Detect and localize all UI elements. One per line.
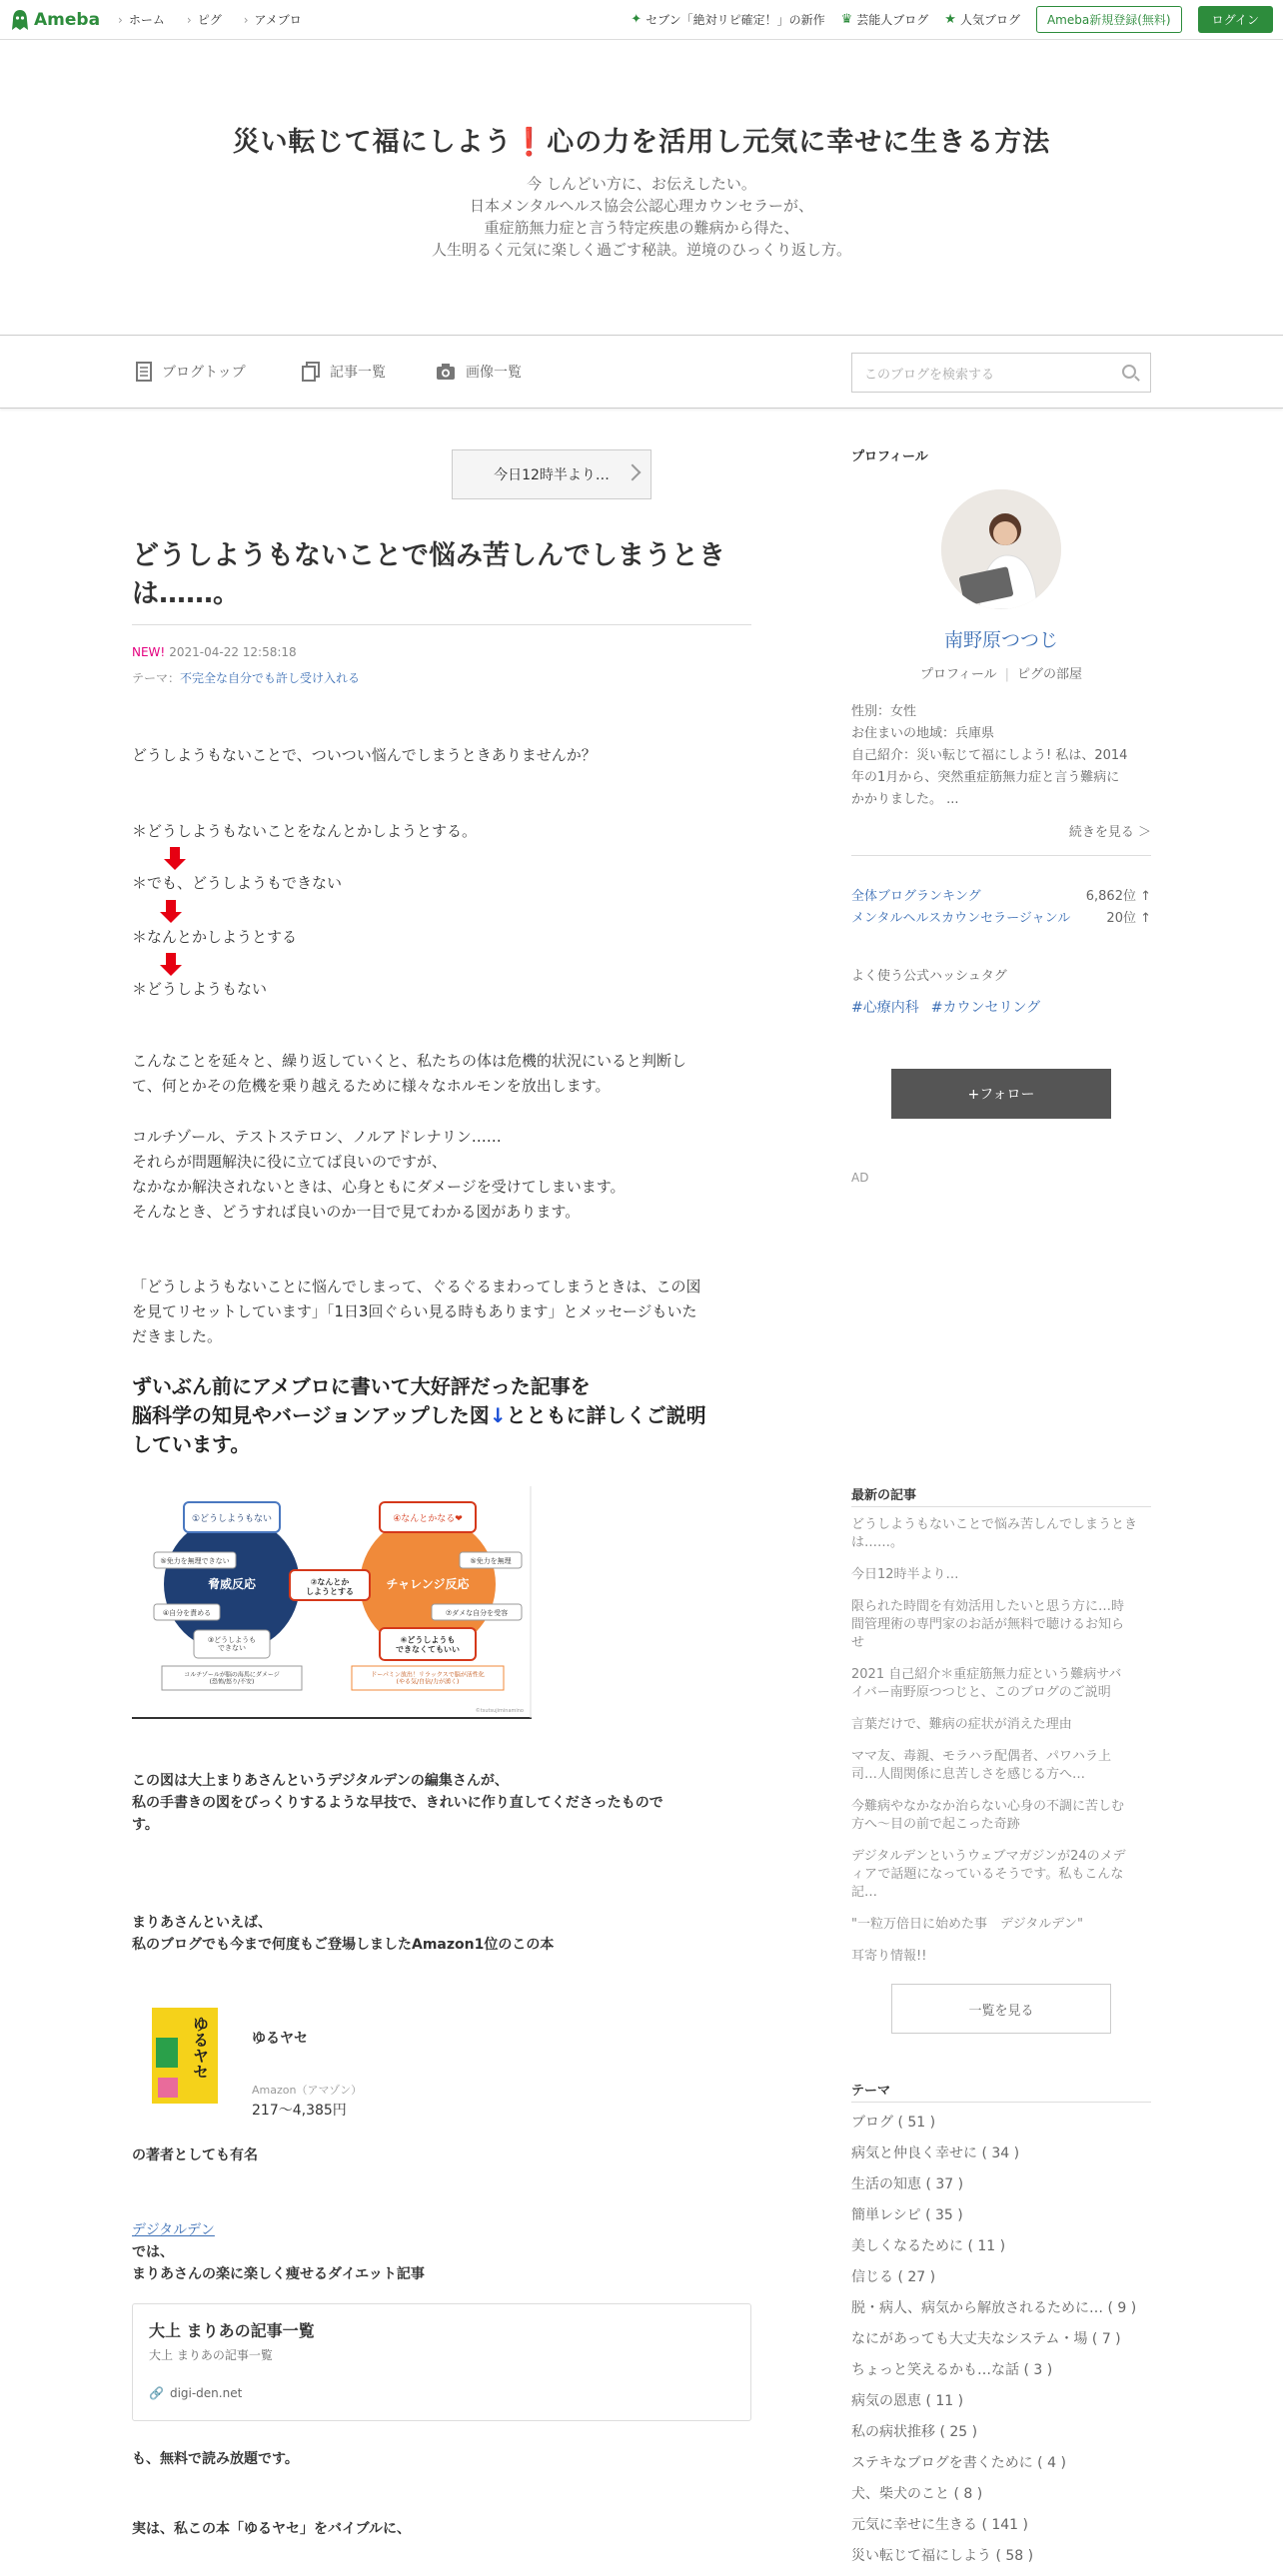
top-bar: [0, 0, 1283, 40]
tab-label: 記事一覧: [330, 365, 386, 381]
recent-article-link[interactable]: 言葉だけで、難病の症状が消えた理由: [851, 1717, 1072, 1732]
step-text: ＊でも、どうしようもできない: [132, 874, 343, 892]
profile-link[interactable]: プロフィール: [919, 667, 997, 682]
profile-heading: プロフィール: [851, 449, 928, 464]
paragraph: の著者としても有名: [132, 2147, 258, 2163]
celebrity-blog-link[interactable]: [841, 11, 929, 28]
amazon-product-card[interactable]: [132, 1992, 751, 2122]
blue-down-arrow-icon: ↓: [489, 1403, 507, 1427]
recent-article-link[interactable]: "一粒万倍日に始めた事 デジタルデン": [851, 1917, 1083, 1932]
link-card-domain: digi-den.net: [169, 2386, 243, 2400]
ameba-logo[interactable]: [10, 8, 100, 32]
logo-text: Ameba: [34, 9, 101, 30]
paragraph: どうしようもないことで、ついつい悩んでしまうときありませんか？: [132, 746, 597, 764]
profile-gender: 性別：女性: [851, 704, 917, 719]
global-nav: [118, 11, 302, 28]
star-icon: ★: [944, 12, 956, 27]
blog-nav: [0, 337, 1283, 409]
diagram-label: ④自分を責める: [162, 1609, 212, 1617]
link-card-url: [149, 2386, 242, 2400]
paragraph-line: まりあさんといえば、: [132, 1915, 272, 1931]
ameba-logo-icon: [10, 8, 30, 32]
ranking-label[interactable]: 全体ブログランキング: [851, 889, 981, 904]
document-icon: [136, 362, 152, 382]
new-badge: NEW!: [132, 645, 166, 659]
camera-icon: [436, 363, 456, 381]
recent-article-link[interactable]: 2021 自己紹介＊重症筋無力症という難病サバ イバー南野原つつじと、このブログのご説明: [851, 1667, 1122, 1700]
paragraph: [132, 1770, 751, 1836]
paragraph-line: 私のブログでも今まで何度もご登場しましたAmazon1位のこの本: [132, 1937, 555, 1953]
step-text: ＊どうしようもないことをなんとかしようとする。: [132, 822, 478, 840]
view-all-button[interactable]: 一覧を見る: [891, 1984, 1111, 2034]
pigg-room-link[interactable]: ピグの部屋: [1017, 667, 1083, 682]
blog-description: [0, 173, 1283, 261]
link-card-title: 大上 まりあの記事一覧: [149, 2321, 315, 2340]
profile-intro-line: かかりました。 ...: [851, 792, 959, 807]
profile-info: [851, 701, 1151, 811]
diagram-label: ⑤免力を無理: [470, 1557, 512, 1565]
recent-articles-list: [851, 1516, 1151, 1980]
book-cover-title: ゆるヤセ: [190, 2016, 210, 2080]
theme-link[interactable]: ちょっと笑えるかも…な話 ( 3 ): [851, 2362, 1053, 2378]
theme-link[interactable]: 脱・病人、病気から解放されるために… ( 9 ): [851, 2300, 1137, 2316]
tab-image-list[interactable]: [436, 362, 522, 382]
paragraph-line: そんなとき、どうすれば良いのか一目で見てわかる図があります。: [132, 1203, 581, 1221]
recent-article-link[interactable]: 限られた時間を有効活用したいと思う方に…時 間管理術の専門家のお話が無料で聴けるお知ら せ: [851, 1599, 1125, 1650]
chevron-right-icon: [625, 464, 642, 481]
step-text: ＊どうしようもない: [132, 980, 268, 998]
heading-line: [132, 1401, 751, 1430]
article-title[interactable]: どうしようもないことで悩み苦しんでしまうときは……。: [132, 540, 725, 609]
ranking-value: 6,862位 ↑: [1085, 889, 1151, 904]
separator: |: [1004, 667, 1010, 682]
blog-desc-line: 今 しんどい方に、お伝えしたい。: [527, 175, 756, 193]
heading-line: ずいぶん前にアメブロに書いて大好評だった記事を: [132, 1374, 591, 1398]
next-article-label: 今日12時半より…: [494, 467, 610, 483]
link-card-subtitle: 大上 まりあの記事一覧: [149, 2348, 273, 2362]
crown-icon: ♛: [840, 12, 853, 27]
search-icon[interactable]: [1122, 365, 1136, 379]
heading-line: しています。: [132, 1432, 251, 1456]
divider: [851, 1506, 1151, 1507]
theme-link[interactable]: ブログ ( 51 ): [851, 2115, 936, 2131]
ranking-value: 20位 ↑: [1106, 911, 1151, 926]
profile-region: お住まいの地域：兵庫県: [851, 726, 995, 741]
diagram-label: チャレンジ反応: [386, 1577, 470, 1591]
paragraph: [132, 1125, 751, 1225]
recent-article-link[interactable]: デジタルデンというウェブマガジンが24のメデ ィアで話題になっているそうです。私もこんな 記…: [851, 1849, 1126, 1900]
paragraph-line: 私の手書きの図をびっくりするような早技で、きれいに作り直してくださったもので: [132, 1795, 663, 1811]
article-meta: [132, 645, 297, 659]
ranking-label[interactable]: メンタルヘルスカウンセラージャンル: [851, 911, 1071, 926]
diagram-label: ②なんとかしようとする: [306, 1577, 354, 1596]
profile-intro-line: 自己紹介：災い転じて福にしよう! 私は、2014: [851, 748, 1128, 763]
read-more-link[interactable]: 続きを見る ＞: [1068, 825, 1151, 840]
step-text: ＊なんとかしようとする: [132, 928, 298, 946]
paragraph: [132, 2219, 751, 2285]
promo-link[interactable]: [631, 11, 824, 28]
paragraph-line: それらが問題解決に役に立てば良いのですが、: [132, 1153, 448, 1171]
follow-button[interactable]: +フォロー: [891, 1069, 1111, 1119]
red-down-arrow-icon: [160, 953, 182, 977]
red-down-arrow-icon: [164, 847, 186, 871]
article-date: 2021-04-22 12:58:18: [169, 645, 297, 659]
diagram-label: 脅威反応: [207, 1577, 257, 1591]
sparkle-icon: ✦: [631, 12, 642, 27]
book-cover-art: [152, 2008, 218, 2104]
paragraph-line: なかなか解決されないときは、心身ともにダメージを受けてしまいます。: [132, 1178, 626, 1196]
diagram-label: ⑤免力を無理できない: [160, 1557, 230, 1565]
theme-link[interactable]: 簡単レシピ ( 35 ): [851, 2207, 963, 2223]
nav-home[interactable]: › ホーム: [118, 11, 165, 28]
link-icon: 🔗: [149, 2386, 164, 2400]
theme-link[interactable]: 病気と仲良く幸せに ( 34 ): [851, 2146, 1020, 2161]
theme-link[interactable]: 元気に幸せに生きる ( 141 ): [851, 2517, 1028, 2533]
paragraph-line: だきました。: [132, 1327, 223, 1345]
avatar-image: [941, 489, 1061, 609]
tab-label: ブログトップ: [162, 365, 246, 381]
section-heading: [132, 1372, 751, 1459]
diagram-label: ドーパミン放出！リラックスで脳が活性化(やる気/自信/力が湧く): [371, 1671, 485, 1686]
paragraph-line: では、: [132, 2244, 174, 2260]
tab-article-list[interactable]: [302, 362, 386, 382]
recent-article-link[interactable]: 今日12時半より…: [851, 1567, 959, 1582]
popular-blog-link[interactable]: [944, 11, 1020, 28]
tab-label: 画像一覧: [466, 365, 522, 381]
register-button[interactable]: Ameba新規登録(無料): [1036, 6, 1182, 33]
hashtag-link[interactable]: #カウンセリング: [930, 1000, 1041, 1016]
digital-den-link[interactable]: デジタルデン: [132, 2222, 215, 2238]
theme-link[interactable]: 犬、柴犬のこと ( 8 ): [851, 2486, 983, 2502]
diagram-label: ①どうしようもない: [191, 1514, 273, 1524]
recent-article-link[interactable]: 今難病やなかなか治らない心身の不調に苦しむ 方へ〜目の前で起こった奇跡: [851, 1799, 1125, 1832]
top-right-links: [631, 6, 1273, 33]
book-source: Amazon（アマゾン）: [252, 2084, 363, 2097]
paragraph: も、無料で読み放題です。: [132, 2451, 299, 2467]
divider: [132, 624, 751, 625]
blog-search-input[interactable]: [851, 353, 1151, 393]
ranking-row: [851, 885, 1151, 904]
celebrity-blog-label: 芸能人ブログ: [856, 13, 929, 27]
paragraph: [132, 1912, 751, 1956]
book-cover-image[interactable]: [152, 2008, 218, 2104]
theme-list: [851, 2112, 1151, 2576]
promo-label: セブン「絶対リピ確定！」の新作: [645, 13, 825, 27]
diagram-label: ③どうしようもできない: [207, 1636, 257, 1653]
paragraph-line: まりあさんの楽に楽しく痩せるダイエット記事: [132, 2266, 425, 2282]
tab-blog-top[interactable]: [136, 362, 246, 382]
recent-articles-heading: 最新の記事: [851, 1488, 917, 1503]
theme-link[interactable]: ステキなブログを書くために ( 4 ): [851, 2455, 1066, 2471]
diagram-label: ⑥どうしようもできなくてもいい: [396, 1635, 460, 1654]
search-placeholder: このブログを検索する: [864, 367, 995, 383]
theme-link[interactable]: 生活の知恵 ( 37 ): [851, 2176, 964, 2192]
diagram-credit: ©tsutsujiminamino: [475, 1708, 524, 1714]
theme-link[interactable]: 美しくなるために ( 11 ): [851, 2238, 1006, 2254]
theme-link[interactable]: 災い転じて福にしよう ( 58 ): [851, 2548, 1034, 2564]
diagram-label: ④なんとかなる❤: [393, 1514, 463, 1524]
popular-blog-label: 人気ブログ: [959, 13, 1020, 27]
blog-desc-line: 人生明るく元気に楽しく過ごす秘訣。逆境のひっくり返し方。: [431, 241, 851, 259]
hashtag-list: [851, 997, 1040, 1017]
theme-link[interactable]: 不完全な自分でも許し受け入れる: [180, 671, 361, 685]
paragraph-line: コルチゾール、テストステロン、ノルアドレナリン……: [132, 1128, 502, 1146]
paragraph-line: を見てリセットしています」「1日3回ぐらい見る時もあります」とメッセージもいた: [132, 1302, 697, 1320]
avatar[interactable]: [941, 489, 1061, 609]
nav-ameblo[interactable]: › アメブロ: [244, 11, 302, 28]
theme-link[interactable]: 信じる ( 27 ): [851, 2269, 936, 2285]
blog-title[interactable]: 災い転じて福にしよう❗心の力を活用し元気に幸せに生きる方法: [232, 127, 1051, 158]
paragraph: [132, 1049, 751, 1099]
article-theme: [132, 669, 360, 686]
ad-label: AD: [851, 1171, 869, 1185]
blog-header: [0, 40, 1283, 336]
paragraph-line: この図は大上まりあさんというデジタルデンの編集さんが、: [132, 1773, 509, 1789]
link-preview-card[interactable]: [132, 2303, 751, 2421]
ranking-row: [851, 907, 1151, 926]
hashtag-heading: よく使う公式ハッシュタグ: [851, 969, 1007, 984]
profile-intro-line: 年の1月から、突然重症筋無力症と言う難病に: [851, 770, 1120, 785]
theme-link[interactable]: 病気の恩恵 ( 11 ): [851, 2393, 964, 2409]
stress-response-diagram[interactable]: [132, 1486, 532, 1720]
divider: [851, 855, 1151, 856]
diagram-label: コルチゾールが脳の海馬にダメージ(恐怖/怒り/不安): [184, 1671, 280, 1686]
divider: [851, 2102, 1151, 2103]
red-down-arrow-icon: [160, 900, 182, 924]
theme-heading: テーマ: [851, 2084, 891, 2099]
paragraph-line: て、何とかその危機を乗り越えるために様々なホルモンを放出します。: [132, 1077, 611, 1095]
nav-pigg[interactable]: › ピグ: [187, 11, 222, 28]
book-title[interactable]: ゆるヤセ: [252, 2031, 308, 2047]
heading-text: とともに詳しくご説明: [506, 1403, 706, 1427]
login-button[interactable]: ログイン: [1198, 6, 1273, 33]
profile-links: [851, 663, 1151, 682]
paragraph: 実は、私この本「ゆるヤセ」をバイブルに、: [132, 2521, 412, 2537]
paragraph-line: 「どうしようもないことに悩んでしまって、ぐるぐるまわってしまうときは、この図: [132, 1278, 701, 1295]
copy-icon: [302, 362, 320, 382]
recent-article-link[interactable]: 耳寄り情報!!: [851, 1949, 927, 1964]
paragraph-line: こんなことを延々と、繰り返していくと、私たちの体は危機的状況にいると判断し: [132, 1052, 687, 1070]
paragraph: [132, 1275, 751, 1349]
hashtag-link[interactable]: #心療内科: [851, 1000, 919, 1016]
theme-label: テーマ：: [132, 671, 181, 685]
recent-article-link[interactable]: どうしようもないことで悩み苦しんでしまうとき は……。: [851, 1517, 1138, 1550]
theme-link[interactable]: なにがあっても大丈夫なシステム・場 ( 7 ): [851, 2331, 1121, 2347]
recent-article-link[interactable]: ママ友、毒親、モラハラ配偶者、パワハラ上 司…人間関係に息苦しさを感じる方へ…: [851, 1749, 1112, 1782]
paragraph-line: す。: [132, 1817, 159, 1833]
profile-name[interactable]: 南野原つつじ: [943, 629, 1058, 651]
book-price: 217〜4,385円: [252, 2103, 347, 2119]
blog-desc-line: 日本メンタルヘルス協会公認心理カウンセラーが、: [470, 197, 813, 215]
blog-desc-line: 重症筋無力症と言う特定疾患の難病から得た、: [484, 219, 799, 237]
theme-link[interactable]: 私の病状推移 ( 25 ): [851, 2424, 978, 2440]
heading-text: 脳科学の知見やバージョンアップした図: [132, 1403, 490, 1427]
diagram-label: ⑦ダメな自分を受容: [445, 1609, 509, 1617]
next-article-button[interactable]: [452, 449, 651, 499]
